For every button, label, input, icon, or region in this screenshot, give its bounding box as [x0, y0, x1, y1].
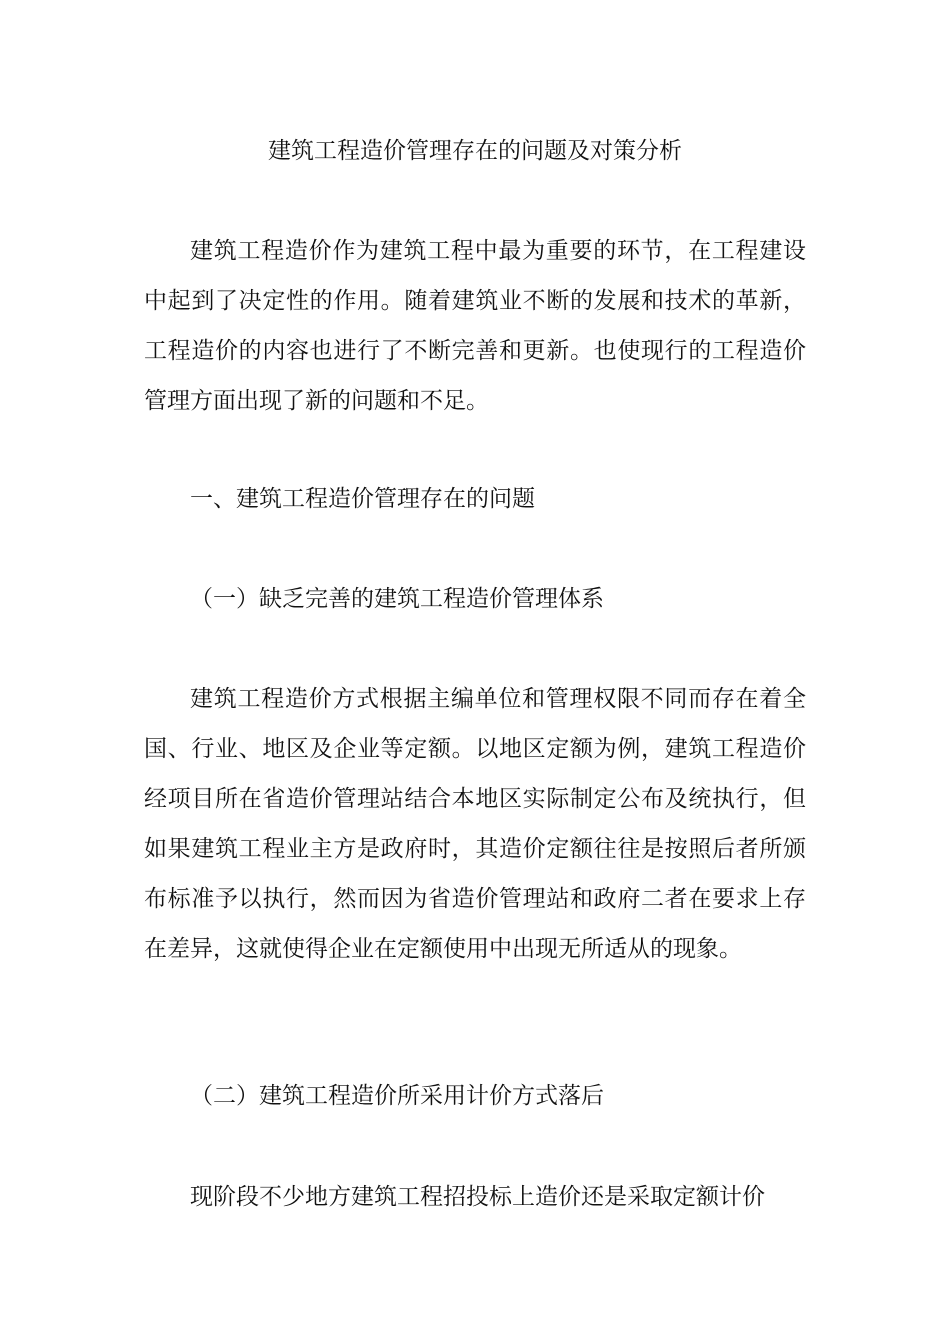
intro-paragraph: 建筑工程造价作为建筑工程中最为重要的环节，在工程建设中起到了决定性的作用。随着建筑业不断的发展和技术的革新，工程造价的内容也进行了不断完善和更新。也使现行的工程造价管理方面出现了新的问题和不足。 [144, 238, 806, 414]
subsection-1-paragraph: 建筑工程造价方式根据主编单位和管理权限不同而存在着全国、行业、地区及企业等定额。以地区定额为例，建筑工程造价经项目所在省造价管理站结合本地区实际制定公布及统执行，但如果建筑工程业主方是政府时，其造价定额往往是按照后者所颁布标准予以执行，然而因为省造价管理站和政府二者在要求上存在差异，这就使得企业在定额使用中出现无所适从的现象。 [144, 686, 806, 962]
document-title: 建筑工程造价管理存在的问题及对策分析 [268, 138, 682, 164]
subsection-heading-1: （一）缺乏完善的建筑工程造价管理体系 [190, 586, 604, 612]
section-heading-1: 一、建筑工程造价管理存在的问题 [190, 486, 535, 512]
subsection-heading-2: （二）建筑工程造价所采用计价方式落后 [190, 1083, 604, 1109]
subsection-2-paragraph: 现阶段不少地方建筑工程招投标上造价还是采取定额计价 [190, 1184, 765, 1210]
